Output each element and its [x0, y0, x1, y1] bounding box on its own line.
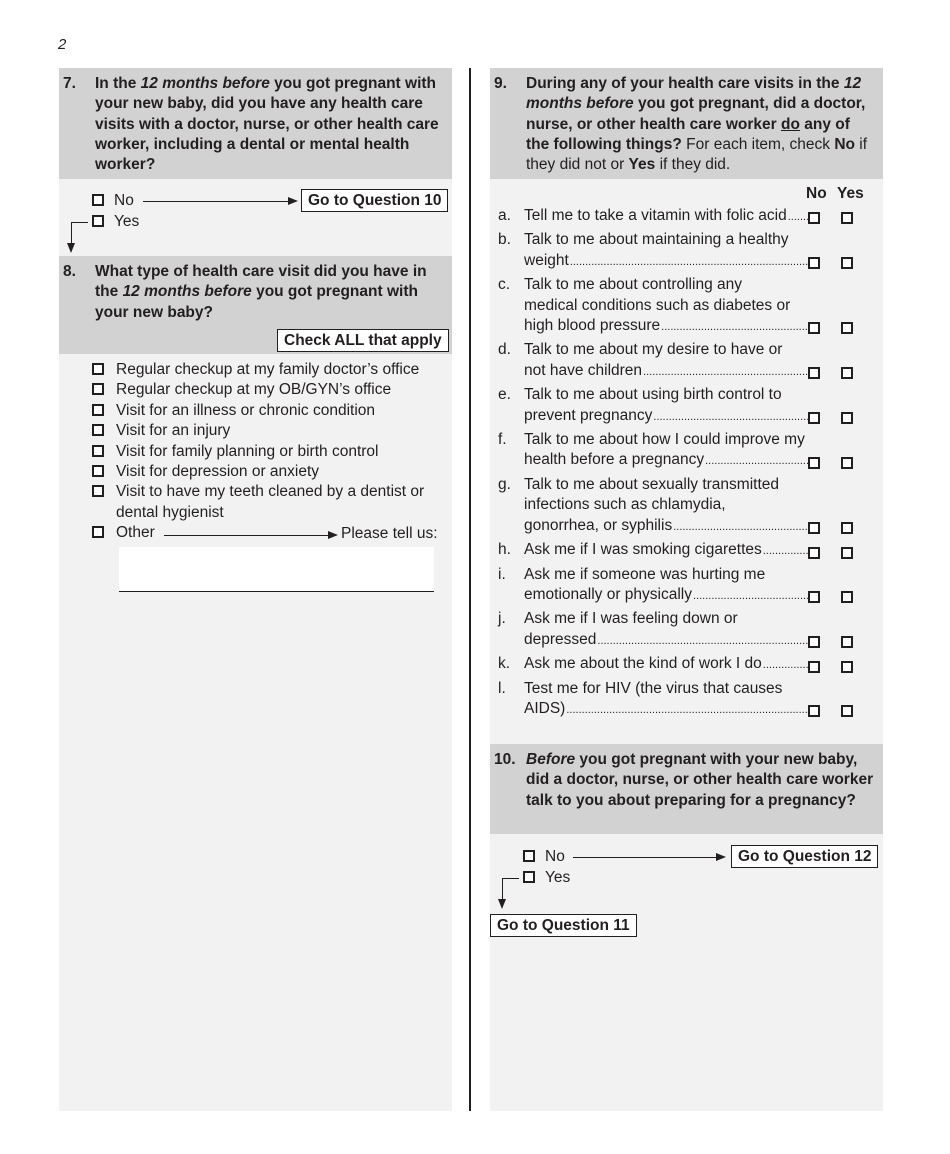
q10-goto-question-11: Go to Question 11 — [490, 914, 637, 937]
dot-leader — [673, 516, 810, 537]
q9-item-text — [524, 206, 810, 227]
q9-item-letter: e. — [498, 386, 511, 404]
q9-item-letter: g. — [498, 475, 511, 493]
dot-leader — [643, 361, 810, 382]
q9-item-text — [524, 430, 810, 472]
arrow-down-icon — [67, 243, 75, 253]
question-9-header — [490, 68, 883, 179]
checkbox-no[interactable] — [808, 367, 820, 379]
q9-item-text — [524, 340, 810, 382]
question-9-text: During any of your health care visits in the 12 months before you got pregnant, did a doctor, nurse, or other health care worker do any of the following things? For each item, check No if they did not or Yes if they did. — [526, 75, 868, 174]
q9-item-letter: f. — [498, 431, 507, 449]
arrow-line — [72, 222, 88, 223]
checkbox-yes[interactable] — [841, 522, 853, 534]
checkbox[interactable] — [92, 383, 104, 395]
question-8-text: What type of health care visit did you have in the 12 months before you got pregnant with your new baby? — [95, 263, 427, 321]
checkbox-no[interactable] — [808, 412, 820, 424]
q9-item-letter: d. — [498, 341, 511, 359]
arrow-line — [503, 878, 519, 879]
q7-goto-question-10: Go to Question 10 — [301, 189, 448, 212]
dot-leader — [570, 251, 810, 272]
q9-item-line: Tell me to take a vitamin with folic acid — [524, 207, 787, 224]
checkbox[interactable] — [92, 215, 104, 227]
checkbox-no[interactable] — [808, 705, 820, 717]
checkbox[interactable] — [92, 445, 104, 457]
q9-item-last-line — [524, 316, 810, 337]
checkbox[interactable] — [92, 363, 104, 375]
q9-item — [498, 340, 872, 382]
checkbox-no[interactable] — [808, 636, 820, 648]
checkbox[interactable] — [523, 871, 535, 883]
q9-item-letter: b. — [498, 231, 511, 249]
arrow-down-icon — [498, 899, 506, 909]
checkbox-no[interactable] — [808, 522, 820, 534]
checkbox-yes[interactable] — [841, 636, 853, 648]
q9-item-last-line — [524, 630, 810, 651]
q9-item-line: Ask me if I was feeling down or — [524, 610, 738, 628]
checkbox-yes[interactable] — [841, 367, 853, 379]
q9-item-last-line — [524, 406, 810, 427]
page-number: 2 — [58, 36, 67, 53]
checkbox[interactable] — [523, 850, 535, 862]
q9-item-letter: i. — [498, 565, 506, 583]
question-7-header — [59, 68, 452, 179]
q8-option[interactable]: Visit for an illness or chronic condition — [92, 401, 442, 421]
q9-item-text — [524, 275, 810, 337]
q9-item-line: not have children — [524, 361, 643, 379]
checkbox-no[interactable] — [808, 257, 820, 269]
q9-item-text — [524, 565, 810, 607]
q9-item-line: weight — [524, 251, 569, 269]
checkbox-no[interactable] — [808, 547, 820, 559]
q9-item — [498, 565, 872, 607]
q9-item — [498, 206, 872, 227]
column-header-yes: Yes — [837, 185, 864, 202]
dot-leader — [788, 206, 810, 227]
q8-option-other[interactable]: Other — [92, 523, 442, 543]
checkbox-no[interactable] — [808, 212, 820, 224]
please-tell-us-label: Please tell us: — [341, 525, 438, 542]
column-header-no: No — [806, 185, 827, 202]
q9-item-last-line — [524, 585, 810, 606]
q8-options-list — [92, 360, 442, 544]
question-10-number: 10. — [494, 751, 516, 768]
q9-item-line: infections such as chlamydia, — [524, 496, 726, 514]
checkbox-yes[interactable] — [841, 322, 853, 334]
arrow-line — [502, 878, 503, 900]
q9-item — [498, 230, 872, 272]
dot-leader — [566, 699, 810, 720]
checkbox-yes[interactable] — [841, 412, 853, 424]
checkbox-no[interactable] — [808, 457, 820, 469]
q9-item — [498, 654, 872, 675]
q9-item-letter: j. — [498, 610, 506, 628]
checkbox-yes[interactable] — [841, 212, 853, 224]
q10-goto-question-12: Go to Question 12 — [731, 845, 878, 868]
checkbox-yes[interactable] — [841, 457, 853, 469]
q9-item-line: health before a pregnancy — [524, 451, 705, 469]
q9-item — [498, 385, 872, 427]
q10-option-no[interactable]: No — [523, 847, 565, 867]
checkbox[interactable] — [92, 404, 104, 416]
question-10-text: Before you got pregnant with your new baby, did a doctor, nurse, or other health care worker talk to you about preparing for a pregnancy? — [526, 751, 874, 809]
q9-item-line: gonorrhea, or syphilis — [524, 516, 673, 534]
check-all-that-apply-label: Check ALL that apply — [277, 329, 449, 352]
q9-item-text — [524, 230, 810, 272]
q9-item-last-line — [524, 699, 810, 720]
q9-item-letter: h. — [498, 541, 511, 559]
q9-item-line: prevent pregnancy — [524, 406, 653, 424]
dot-leader — [653, 406, 810, 427]
checkbox-yes[interactable] — [841, 661, 853, 673]
q9-item-text — [524, 385, 810, 427]
column-divider — [469, 68, 471, 1111]
q9-item-line: Test me for HIV (the virus that causes — [524, 679, 783, 697]
q9-item-line: Talk to me about how I could improve my — [524, 431, 805, 449]
dot-leader — [705, 450, 810, 471]
checkbox[interactable] — [92, 424, 104, 436]
q9-item-line: Ask me if someone was hurting me — [524, 565, 766, 583]
arrow-line — [71, 222, 72, 244]
dot-leader — [693, 585, 810, 606]
q10-option-yes[interactable]: Yes — [523, 868, 570, 888]
q9-item-letter: l. — [498, 679, 506, 697]
q8-option[interactable]: Regular checkup at my family doctor’s office — [92, 360, 442, 380]
q9-item — [498, 475, 872, 537]
checkbox-no[interactable] — [808, 591, 820, 603]
q9-item-line: AIDS) — [524, 699, 566, 717]
checkbox-yes[interactable] — [841, 705, 853, 717]
checkbox-yes[interactable] — [841, 591, 853, 603]
q9-item-last-line — [524, 206, 810, 227]
q9-item — [498, 430, 872, 472]
q9-item — [498, 679, 872, 721]
question-7-text: In the 12 months before you got pregnant with your new baby, did you have any health care visits with a doctor, nurse, or other health care worker, including a dental or mental health worker? — [95, 75, 439, 174]
q9-item-last-line — [524, 450, 810, 471]
question-9-number: 9. — [494, 75, 507, 92]
q9-item — [498, 540, 872, 561]
checkbox[interactable] — [92, 526, 104, 538]
q9-item-text — [524, 679, 810, 721]
q9-item-last-line — [524, 251, 810, 272]
q9-item-last-line — [524, 516, 810, 537]
q9-item — [498, 609, 872, 651]
q9-item-text — [524, 654, 810, 675]
q7-option-no[interactable]: No — [92, 191, 134, 211]
q9-items — [498, 206, 872, 720]
q9-item-last-line — [524, 361, 810, 382]
checkbox[interactable] — [92, 194, 104, 206]
q8-option[interactable]: Visit for family planning or birth control — [92, 442, 442, 462]
q9-item-line: Talk to me about my desire to have or — [524, 341, 783, 359]
q9-item-last-line — [524, 654, 810, 675]
q9-item-text — [524, 475, 810, 537]
question-7-number: 7. — [63, 75, 76, 92]
checkbox-no[interactable] — [808, 661, 820, 673]
q8-option[interactable]: Visit to have my teeth cleaned by a dentist or dental hygienist — [92, 482, 442, 523]
q9-item-letter: c. — [498, 276, 511, 294]
dot-leader — [763, 540, 810, 561]
dot-leader — [597, 630, 810, 651]
checkbox[interactable] — [92, 465, 104, 477]
q9-item-text — [524, 609, 810, 651]
checkbox-no[interactable] — [808, 322, 820, 334]
arrow-right-icon — [716, 853, 726, 861]
q9-item-letter: k. — [498, 655, 511, 673]
q9-item-line: medical conditions such as diabetes or — [524, 296, 791, 314]
q9-item-text — [524, 540, 810, 561]
q9-item-line: emotionally or physically — [524, 585, 692, 603]
arrow-line — [143, 201, 289, 202]
q9-item-line: depressed — [524, 630, 597, 648]
checkbox-yes[interactable] — [841, 257, 853, 269]
q9-item-line: Talk to me about maintaining a healthy — [524, 231, 789, 249]
checkbox-yes[interactable] — [841, 547, 853, 559]
q8-option[interactable]: Visit for an injury — [92, 421, 442, 441]
dot-leader — [763, 654, 810, 675]
q9-item-line: Talk to me about controlling any — [524, 276, 742, 294]
arrow-line — [573, 857, 718, 858]
q9-item-letter: a. — [498, 207, 511, 224]
q8-option[interactable]: Regular checkup at my OB/GYN’s office — [92, 380, 442, 400]
arrow-right-icon — [288, 197, 298, 205]
other-write-in-field[interactable] — [119, 547, 434, 592]
arrow-right-icon — [328, 531, 338, 539]
q9-item — [498, 275, 872, 337]
q9-item-line: Ask me if I was smoking cigarettes — [524, 541, 762, 559]
q9-item-line: Ask me about the kind of work I do — [524, 655, 762, 673]
question-10-header — [490, 744, 883, 834]
checkbox[interactable] — [92, 485, 104, 497]
q9-item-line: high blood pressure — [524, 317, 661, 335]
q9-item-line: Talk to me about using birth control to — [524, 386, 782, 404]
q9-item-last-line — [524, 540, 810, 561]
q7-option-yes[interactable]: Yes — [92, 212, 139, 232]
question-8-number: 8. — [63, 263, 76, 280]
arrow-line — [164, 535, 329, 536]
q9-item-line: Talk to me about sexually transmitted — [524, 475, 780, 493]
dot-leader — [661, 316, 810, 337]
q8-option[interactable]: Visit for depression or anxiety — [92, 462, 442, 482]
